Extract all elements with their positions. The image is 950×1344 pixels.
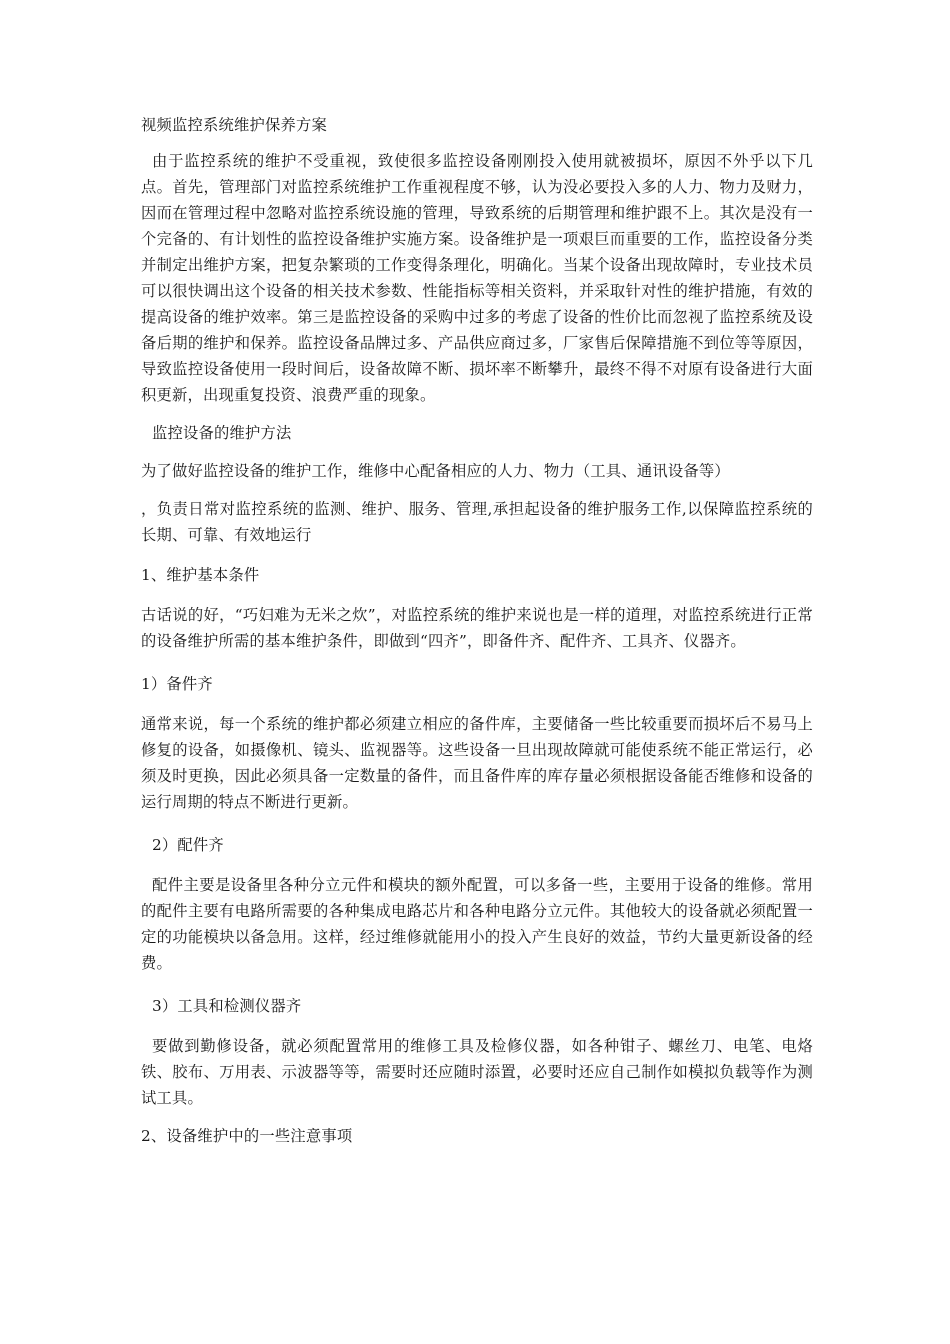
heading-tools-instruments: 3）工具和检测仪器齐 (152, 997, 302, 1015)
section-heading: 监控设备的维护方法 (152, 424, 292, 442)
document-page (141, 112, 813, 1149)
accessories-paragraph: 配件主要是设备里各种分立元件和模块的额外配置，可以多备一些，主要用于设备的维修。常用的配件主要有电路所需要的各种集成电路芯片和各种电路分立元件。其他较大的设备就必须配置一定的功能模块以备急用。这样，经过维修就能用小的投入产生良好的效益，节约大量更新设备的经费。 (141, 876, 813, 972)
document-title: 视频监控系统维护保养方案 (141, 116, 327, 134)
tools-instruments-paragraph: 要做到勤修设备，就必须配置常用的维修工具及检修仪器，如各种钳子、螺丝刀、电笔、电烙铁、胶布、万用表、示波器等等，需要时还应随时添置，必要时还应自己制作如模拟负载等作为测试工具。 (141, 1037, 813, 1107)
basic-conditions-paragraph: 古话说的好，“巧妇难为无米之炊”，对监控系统的维护来说也是一样的道理，对监控系统进行正常的设备维护所需的基本维护条件，即做到“四齐”，即备件齐、配件齐、工具齐、仪器齐。 (141, 606, 813, 650)
heading-spare-parts: 1）备件齐 (141, 675, 213, 693)
intro-paragraph: 由于监控系统的维护不受重视，致使很多监控设备刚刚投入使用就被损坏，原因不外乎以下几点。首先，管理部门对监控系统维护工作重视程度不够，认为没必要投入多的人力、物力及财力，因而在管理过程中忽略对监控系统设施的管理，导致系统的后期管理和维护跟不上。其次是没有一个完备的、有计划性的监控设备维护实施方案。设备维护是一项艰巨而重要的工作，监控设备分类并制定出维护方案，把复杂繁琐的工作变得条理化，明确化。当某个设备出现故障时，专业技术员可以很快调出这个设备的相关技术参数、性能指标等相关资料，并采取针对性的维护措施，有效的提高设备的维护效率。第三是监控设备的采购中过多的考虑了设备的性价比而忽视了监控系统及设备后期的维护和保养。监控设备品牌过多、产品供应商过多，厂家售后保障措施不到位等等原因，导致监控设备使用一段时间后，设备故障不断、损坏率不断攀升，最终不得不对原有设备进行大面积更新，出现重复投资、浪费严重的现象。 (141, 152, 813, 404)
heading-accessories: 2）配件齐 (152, 836, 224, 854)
heading-maintenance-notes: 2、设备维护中的一些注意事项 (141, 1127, 353, 1145)
method-paragraph-line2: ，负责日常对监控系统的监测、维护、服务、管理,承担起设备的维护服务工作,以保障监控系统的长期、可靠、有效地运行 (141, 500, 813, 544)
heading-basic-conditions: 1、维护基本条件 (141, 566, 260, 584)
spare-parts-paragraph: 通常来说，每一个系统的维护都必须建立相应的备件库，主要储备一些比较重要而损坏后不易马上修复的设备，如摄像机、镜头、监视器等。这些设备一旦出现故障就可能使系统不能正常运行，必须及时更换，因此必须具备一定数量的备件，而且备件库的库存量必须根据设备能否维修和设备的运行周期的特点不断进行更新。 (141, 715, 813, 811)
method-paragraph-line1: 为了做好监控设备的维护工作，维修中心配备相应的人力、物力（工具、通讯设备等） (141, 462, 730, 480)
